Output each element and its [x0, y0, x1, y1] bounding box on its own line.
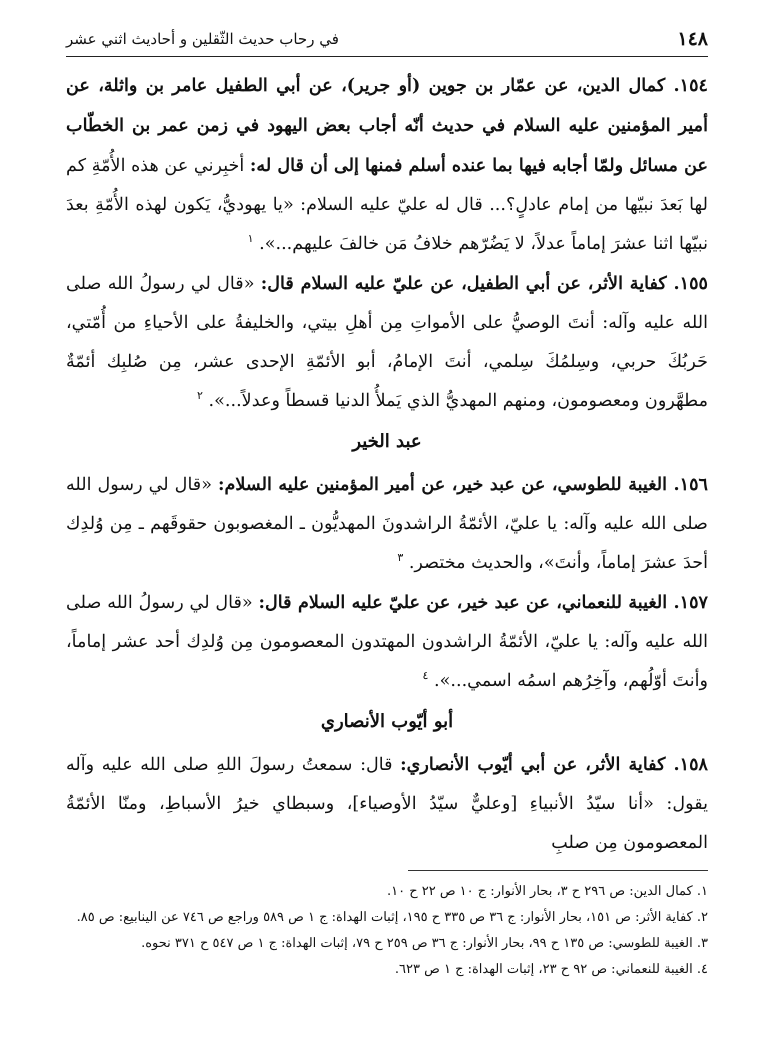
footnotes: [66, 880, 708, 984]
footnote-ref-3: ٣: [397, 551, 404, 565]
hadith-154-text: أخبِرني عن هذه الأُمّةِ كم لها بَعدَ نبيّها من إمام عادلٍ؟... قال له عليّ عليه السلام: «يا يهوديُّ، يَكون لهذه الأُمّةِ بعدَ نبيّها اثنا عشرَ إماماً عدلاً، لا يَضُرّهم خلافُ مَن خالفَ عليهم...».: [66, 156, 708, 254]
hadith-157: [66, 583, 708, 701]
hadith-156: [66, 465, 708, 583]
hadith-155: [66, 264, 708, 421]
hadith-154-chain: ١٥٤. كمال الدين، عن عمّار بن جوين (أو جرير)، عن أبي الطفيل عامر بن واثلة، عن أمير المؤمنين عليه السلام في حديث أنّه أجاب بعض اليهود في زمن عمر بن الخطّاب عن مسائل ولمّا أجابه فيها بما عنده أسلم فمنها إلى أن قال له:: [66, 75, 708, 176]
hadith-157-text: «قال لي رسولُ الله صلى الله عليه وآله: يا عليّ، الأئمّةُ الراشدون المهتدون المعصومون مِن وُلدِك أحد عشر إماماً، وأنتَ أوّلُهم، وآخِرُهم اسمُه اسمي...».: [66, 593, 708, 691]
hadith-158: [66, 745, 708, 863]
hadith-158-text: قال: سمعتُ رسولَ اللهِ صلى الله عليه وآله يقول: «أنا سيّدُ الأنبياءِ [وعليٌّ سيّدُ الأوصياء]، وسبطاي خيرُ الأسباطِ، ومنّا الأئمّةُ المعصومون مِن صلبِ: [66, 755, 708, 853]
hadith-155-text: «قال لي رسولُ الله صلى الله عليه وآله: أنتَ الوصيُّ على الأمواتِ مِن أهلِ بيتي، والخليفةُ على الأحياءِ من أُمّتي، حَربُكَ حربي، وسِلمُكَ سِلمي، أنتَ الإمامُ، أبو الأئمّةِ الإحدى عشر، مِن صُلبِك أئمّةٌ مطهَّرون ومعصومون، ومنهم المهديُّ الذي يَملأُ الدنيا قسطاً وعدلاً...».: [66, 274, 708, 411]
section-heading-abu-ayyub: أبو أيّوب الأنصاري: [320, 711, 454, 732]
footnote-ref-4: ٤: [422, 669, 429, 683]
hadith-155-chain: ١٥٥. كفاية الأثر، عن أبي الطفيل، عن عليّ عليه السلام قال:: [260, 273, 708, 294]
section-heading-abd-khayr: عبد الخير: [352, 431, 422, 452]
footnote-ref-1: ١: [247, 232, 254, 246]
footnote-3: ٣. الغيبة للطوسي: ص ١٣٥ ح ٩٩، بحار الأنوار: ج ٣٦ ص ٢٥٩ ح ٧٩، إثبات الهداة: ج ١ ص ٥٤٧ ح ٣٧١ نحوه.: [141, 936, 708, 951]
hadith-156-chain: ١٥٦. الغيبة للطوسي، عن عبد خير، عن أمير المؤمنين عليه السلام:: [218, 474, 708, 495]
page-body: [66, 66, 708, 866]
page-number: ١٤٨: [677, 28, 708, 50]
footnote-ref-2: ٢: [197, 389, 203, 403]
footnote-1: ١. كمال الدين: ص ٢٩٦ ح ٣، بحار الأنوار: ج ١٠ ص ٢٢ ح ١٠.: [386, 884, 708, 899]
hadith-156-text: «قال لي رسول الله صلى الله عليه وآله: يا عليّ، الأئمّةُ الراشدونَ المهديُّون ـ المغصوبون حقوقَهم ـ مِن وُلدِك أحدَ عشرَ إماماً، وأنتَ»، والحديث مختصر.: [66, 475, 708, 573]
hadith-158-chain: ١٥٨. كفاية الأثر، عن أبي أيّوب الأنصاري:: [400, 754, 708, 775]
hadith-157-chain: ١٥٧. الغيبة للنعماني، عن عبد خير، عن عليّ عليه السلام قال:: [258, 592, 708, 613]
footnote-4: ٤. الغيبة للنعماني: ص ٩٢ ح ٢٣، إثبات الهداة: ج ١ ص ٦٢٣.: [394, 962, 708, 977]
running-title: في رحاب حديث الثّقلين و أحاديث اثني عشر: [66, 30, 339, 48]
footnote-separator: [408, 870, 708, 871]
footnote-2: ٢. كفاية الأثر: ص ١٥١، بحار الأنوار: ج ٣٦ ص ٣٣٥ ح ١٩٥، إثبات الهداة: ج ١ ص ٥٨٩ وراجع ص ٧٤٦ عن الينابيع: ص ٨٥.: [76, 910, 708, 925]
hadith-154: [66, 66, 708, 264]
page-header: [66, 22, 708, 57]
